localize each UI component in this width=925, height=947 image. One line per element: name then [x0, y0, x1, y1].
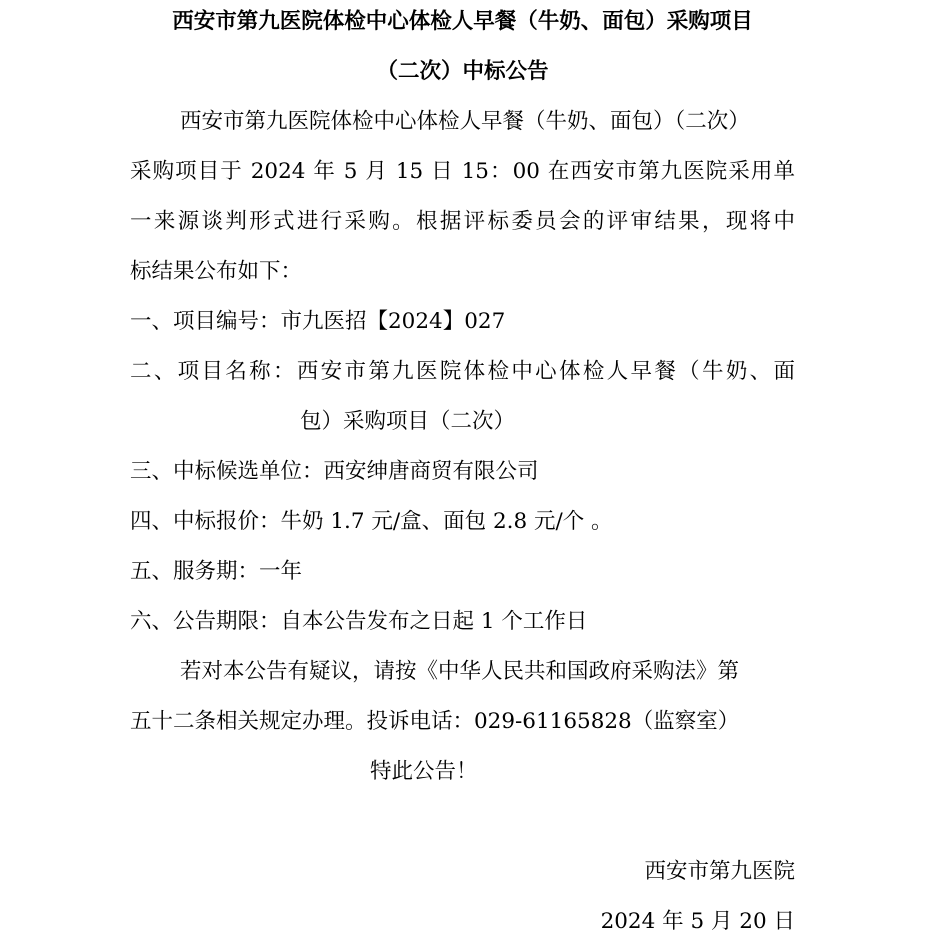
project-name-item-line-1: 二、项目名称：西安市第九医院体检中心体检人早餐（牛奶、面 — [130, 359, 795, 384]
service-period-item: 五、服务期：一年 — [130, 559, 303, 584]
notice-period-item: 六、公告期限：自本公告发布之日起 1 个工作日 — [130, 609, 588, 634]
complaint-notice-line-1: 若对本公告有疑议，请按《中华人民共和国政府采购法》第 — [180, 659, 740, 684]
project-name-item-line-2: 包）采购项目（二次） — [300, 409, 516, 434]
winning-bidder-item: 三、中标候选单位：西安绅唐商贸有限公司 — [130, 459, 539, 484]
announcement-title-line-2: （二次）中标公告 — [376, 59, 549, 84]
intro-line-3: 一来源谈判形式进行采购。根据评标委员会的评审结果，现将中 — [130, 209, 795, 234]
intro-line-2: 采购项目于 2024 年 5 月 15 日 15：00 在西安市第九医院采用单 — [130, 159, 795, 184]
issue-date: 2024 年 5 月 20 日 — [600, 909, 795, 934]
intro-line-4: 标结果公布如下： — [130, 259, 303, 284]
winning-price-item: 四、中标报价：牛奶 1.7 元/盒、面包 2.8 元/个 。 — [130, 509, 613, 534]
intro-line-1: 西安市第九医院体检中心体检人早餐（牛奶、面包）（二次） — [180, 109, 750, 134]
project-number-item: 一、项目编号：市九医招【2024】027 — [130, 309, 506, 334]
closing-text: 特此公告！ — [370, 759, 478, 784]
issuer-name: 西安市第九医院 — [644, 859, 795, 884]
announcement-title-line-1: 西安市第九医院体检中心体检人早餐（牛奶、面包）采购项目 — [172, 9, 753, 34]
complaint-notice-line-2: 五十二条相关规定办理。投诉电话：029-61165828（监察室） — [130, 709, 740, 734]
